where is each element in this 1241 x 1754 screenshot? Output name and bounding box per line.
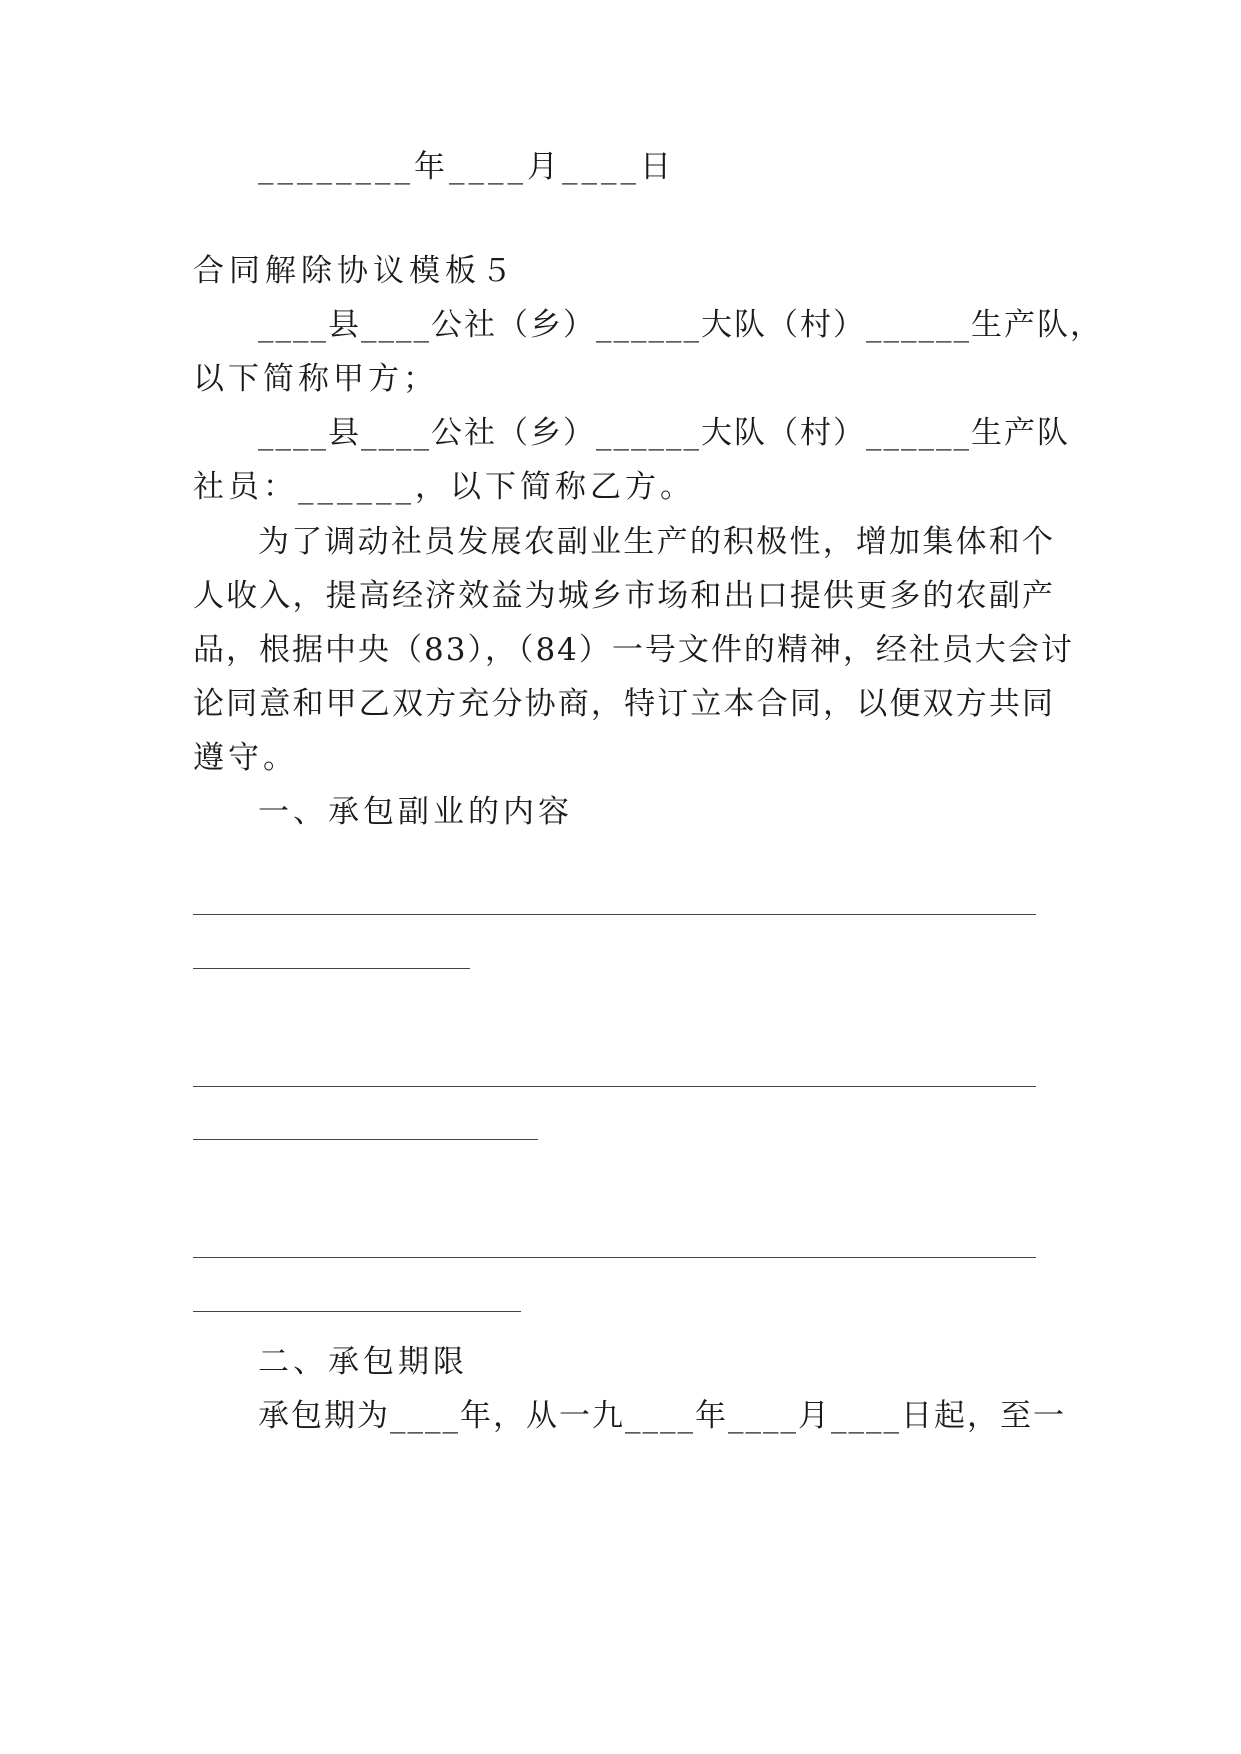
blank-rule-3a <box>193 1257 1036 1258</box>
section-1-heading: 一、承包副业的内容 <box>258 794 573 830</box>
blank-rule-2b <box>193 1139 538 1140</box>
date-line: ________年____月____日 <box>258 149 675 185</box>
section-2-line-1: 承包期为____年，从一九____年____月____日起，至一 <box>258 1398 1066 1434</box>
intro-line-2: 人收入，提高经济效益为城乡市场和出口提供更多的农副产 <box>193 578 1055 614</box>
blank-rule-2a <box>193 1086 1036 1087</box>
party-a-line-1: ____县____公社（乡）______大队（村）______生产队， <box>258 307 1103 343</box>
party-a-line-2: 以下简称甲方； <box>193 361 438 397</box>
intro-line-1: 为了调动社员发展农副业生产的积极性，增加集体和个 <box>258 524 1055 560</box>
party-b-line-1: ____县____公社（乡）______大队（村）______生产队 <box>258 415 1070 451</box>
blank-rule-1b <box>193 968 470 969</box>
document-title: 合同解除协议模板５ <box>193 253 517 289</box>
intro-line-3: 品，根据中央（83），（84）一号文件的精神，经社员大会讨 <box>193 632 1074 668</box>
section-2-heading: 二、承包期限 <box>258 1344 468 1380</box>
blank-rule-1a <box>193 914 1036 915</box>
intro-line-4: 论同意和甲乙双方充分协商，特订立本合同，以便双方共同 <box>193 686 1055 722</box>
intro-line-5: 遵守。 <box>193 740 298 776</box>
blank-rule-3b <box>193 1311 521 1312</box>
party-b-line-2: 社员：______，以下简称乙方。 <box>193 469 695 505</box>
